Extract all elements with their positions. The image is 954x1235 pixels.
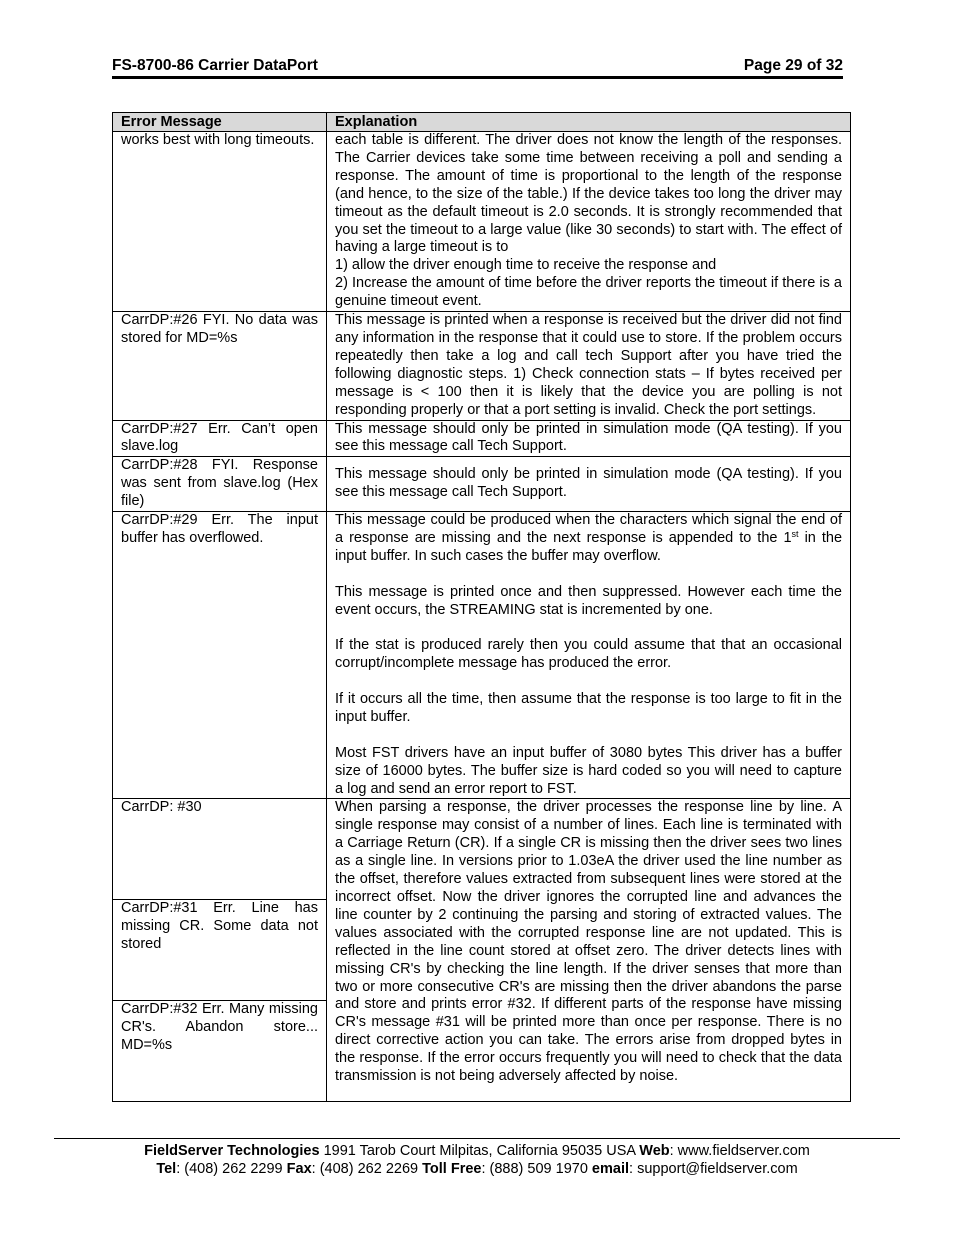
explanation-cell	[327, 132, 851, 312]
tollfree-label: Toll Free	[422, 1161, 482, 1177]
table-row	[113, 457, 851, 512]
footer-rule	[54, 1138, 900, 1139]
web-label: Web	[639, 1143, 670, 1159]
document-title: FS-8700-86 Carrier DataPort	[112, 57, 318, 74]
fax-number: : (408) 262 2269	[311, 1161, 423, 1177]
column-header-error-message: Error Message	[113, 113, 327, 132]
web-address: : www.fieldserver.com	[669, 1143, 810, 1159]
explanation-text: each table is different. The driver does not know the length of the responses. The Carrier devices take some time between receiving a poll and sending a response. The amount of time is proportional to the length of the response (and hence, to the size of the table.) If the device takes too long the driver may timeout as the default timeout is 2.0 seconds. It is strongly recommended that you set the timeout to a large value (like 30 seconds) to start with. The effect of having a large timeout is to	[335, 132, 842, 256]
explanation-text: If it occurs all the time, then assume that the response is too large to fit in the input buffer.	[335, 691, 842, 725]
paragraph-gap	[335, 727, 842, 745]
explanation-text: This message is printed once and then suppressed. However each time the event occurs, the STREAMING stat is incremented by one.	[335, 583, 842, 618]
explanation-text: This message could be produced when the characters which signal the end of a response are missing and the next response is appended to the 1st in the input buffer. In such cases the buffer may overflow.	[335, 512, 843, 564]
explanation-cell: This message is printed when a response is received but the driver did not find any information in the response that it could use to store. If the problem occurs repeatedly then take a log and call tech Support after you have tried the following diagnostic steps. 1) Check connection stats – If bytes received per message is < 100 then it is likely that the device you are polling is not responding properly or that a port setting is invalid. Check the port settings.	[327, 312, 851, 420]
footer-line-1	[54, 1142, 900, 1160]
tollfree-number: : (888) 509 1970	[481, 1161, 592, 1177]
column-header-explanation: Explanation	[327, 113, 851, 132]
page-footer	[54, 1142, 900, 1178]
fax-label: Fax	[286, 1161, 312, 1177]
paragraph-gap	[335, 566, 842, 584]
explanation-cell: This message should only be printed in simulation mode (QA testing). If you see this message call Tech Support.	[327, 457, 851, 512]
email-address: : support@fieldserver.com	[629, 1161, 798, 1177]
explanation-cell: When parsing a response, the driver processes the response line by line. A single response may consist of a number of lines. Each line is terminated with a Carriage Return (CR). If a single CR is missing then the driver sees two lines as a single line. In versions prior to 1.03eA the driver used the line number as the offset, therefore values extracted from subsequent lines were stored at the incorrect offset. Now the driver ignores the corrupted line and advances the line counter by 2 continuing the parsing and storing of extracted values. The values associated with the corrupted response line are not updated. This is reflected in the line count stored at offset zero. The driver detects lines with missing CR's by checking the line length. If the driver senses that more than two or more consecutive CR's are missing then the driver abandons the parse and store and prints error #32. If different parts of the response have missing CR's message #31 will be printed more than once per response. There is no direct corrective action you can take. The errors arise from dropped bytes in the response. If the error occurs frequently you will need to check that the data transmission is not being adversely affected by noise.	[327, 799, 851, 1102]
paragraph-gap	[335, 619, 842, 637]
header-rule	[112, 76, 843, 79]
email-label: email	[591, 1161, 630, 1177]
error-message-cell: CarrDP:#26 FYI. No data was stored for MD=%s	[113, 312, 327, 420]
page-number: Page 29 of 32	[743, 57, 843, 74]
table-row	[113, 512, 851, 799]
error-message-cell: works best with long timeouts.	[113, 132, 327, 312]
explanation-text: If the stat is produced rarely then you could assume that that an occasional corrupt/incomplete message has produced the error.	[335, 637, 842, 672]
error-message-table	[112, 112, 851, 1102]
error-message-cell: CarrDP:#29 Err. The input buffer has overflowed.	[113, 512, 327, 799]
paragraph-gap	[335, 673, 842, 691]
explanation-text: 1) allow the driver enough time to receive the response and	[335, 257, 717, 274]
error-message-cell: CarrDP:#28 FYI. Response was sent from slave.log (Hex file)	[113, 457, 327, 512]
error-message-cell: CarrDP:#32 Err. Many missing CR's. Abandon store... MD=%s	[113, 1001, 327, 1102]
tel-number: : (408) 262 2299	[176, 1161, 287, 1177]
table-row	[113, 132, 851, 312]
explanation-cell	[327, 512, 851, 799]
table-row	[113, 312, 851, 420]
error-message-cell: CarrDP:#27 Err. Can’t open slave.log	[113, 420, 327, 457]
table-header-row	[113, 113, 851, 132]
page-header	[112, 56, 843, 78]
company-name: FieldServer Technologies	[144, 1143, 320, 1159]
table-row	[113, 799, 851, 900]
table-row	[113, 420, 851, 457]
error-message-cell: CarrDP: #30	[113, 799, 327, 900]
explanation-text: 2) Increase the amount of time before the driver reports the timeout if there is a genuine timeout event.	[335, 275, 842, 310]
error-message-cell: CarrDP:#31 Err. Line has missing CR. Some data not stored	[113, 900, 327, 1001]
footer-line-2	[54, 1160, 900, 1178]
explanation-cell: This message should only be printed in simulation mode (QA testing). If you see this message call Tech Support.	[327, 420, 851, 457]
company-address: 1991 Tarob Court Milpitas, California 95035 USA	[319, 1143, 640, 1159]
ordinal-superscript: st	[791, 528, 799, 539]
tel-label: Tel	[156, 1161, 177, 1177]
explanation-text: Most FST drivers have an input buffer of 3080 bytes This driver has a buffer size of 16000 bytes. The buffer size is hard coded so you will need to capture a log and send an error report to FST.	[335, 744, 842, 797]
